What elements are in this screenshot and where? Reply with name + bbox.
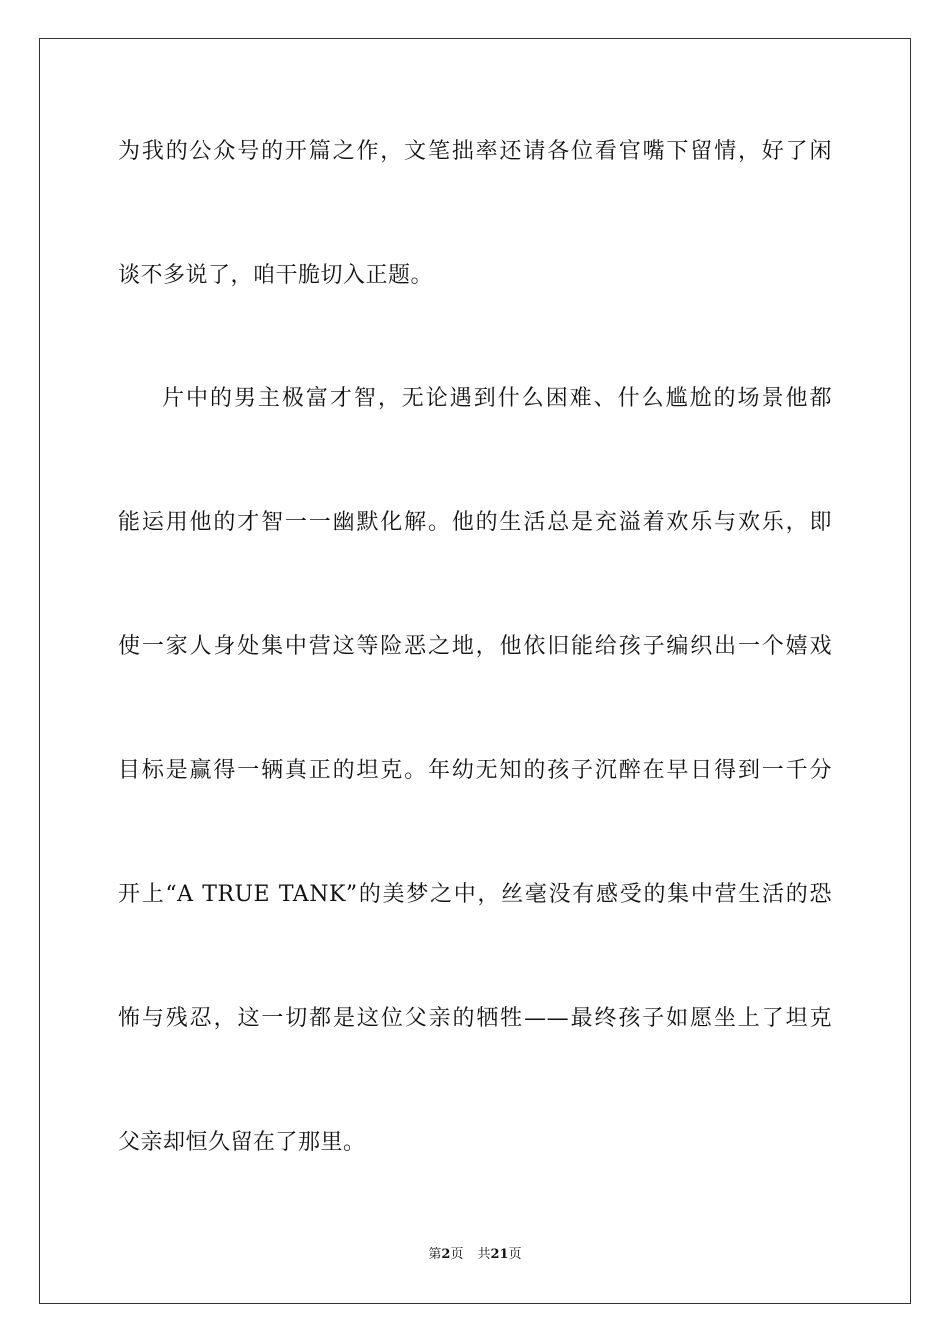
page-number: 2 xyxy=(441,1247,451,1262)
page-suffix: 页 xyxy=(450,1247,464,1262)
total-prefix: 共 xyxy=(477,1247,491,1262)
text-line-7: 开上“A TRUE TANK”的美梦之中，丝毫没有感受的集中营生活的恐 xyxy=(118,882,832,907)
text-line-9: 父亲却恒久留在了那里。 xyxy=(118,1130,366,1155)
text-line-8: 怖与残忍，这一切都是这位父亲的牺牲——最终孩子如愿坐上了坦克 xyxy=(118,1006,832,1031)
total-pages: 21 xyxy=(490,1247,509,1262)
text-line-5: 使一家人身处集中营这等险恶之地，他依旧能给孩子编织出一个嬉戏 xyxy=(118,634,832,659)
page-prefix: 第 xyxy=(428,1247,442,1262)
text-line-3: 片中的男主极富才智，无论遇到什么困难、什么尴尬的场景他都 xyxy=(162,386,832,411)
page-footer xyxy=(0,1246,950,1264)
text-line-4: 能运用他的才智一一幽默化解。他的生活总是充溢着欢乐与欢乐，即 xyxy=(118,510,832,535)
total-suffix: 页 xyxy=(508,1247,522,1262)
text-line-2: 谈不多说了，咱干脆切入正题。 xyxy=(118,263,434,288)
text-line-1: 为我的公众号的开篇之作，文笔拙率还请各位看官嘴下留情，好了闲 xyxy=(118,139,832,164)
text-line-6: 目标是赢得一辆真正的坦克。年幼无知的孩子沉醉在早日得到一千分 xyxy=(118,758,832,783)
page-frame xyxy=(39,38,911,1304)
